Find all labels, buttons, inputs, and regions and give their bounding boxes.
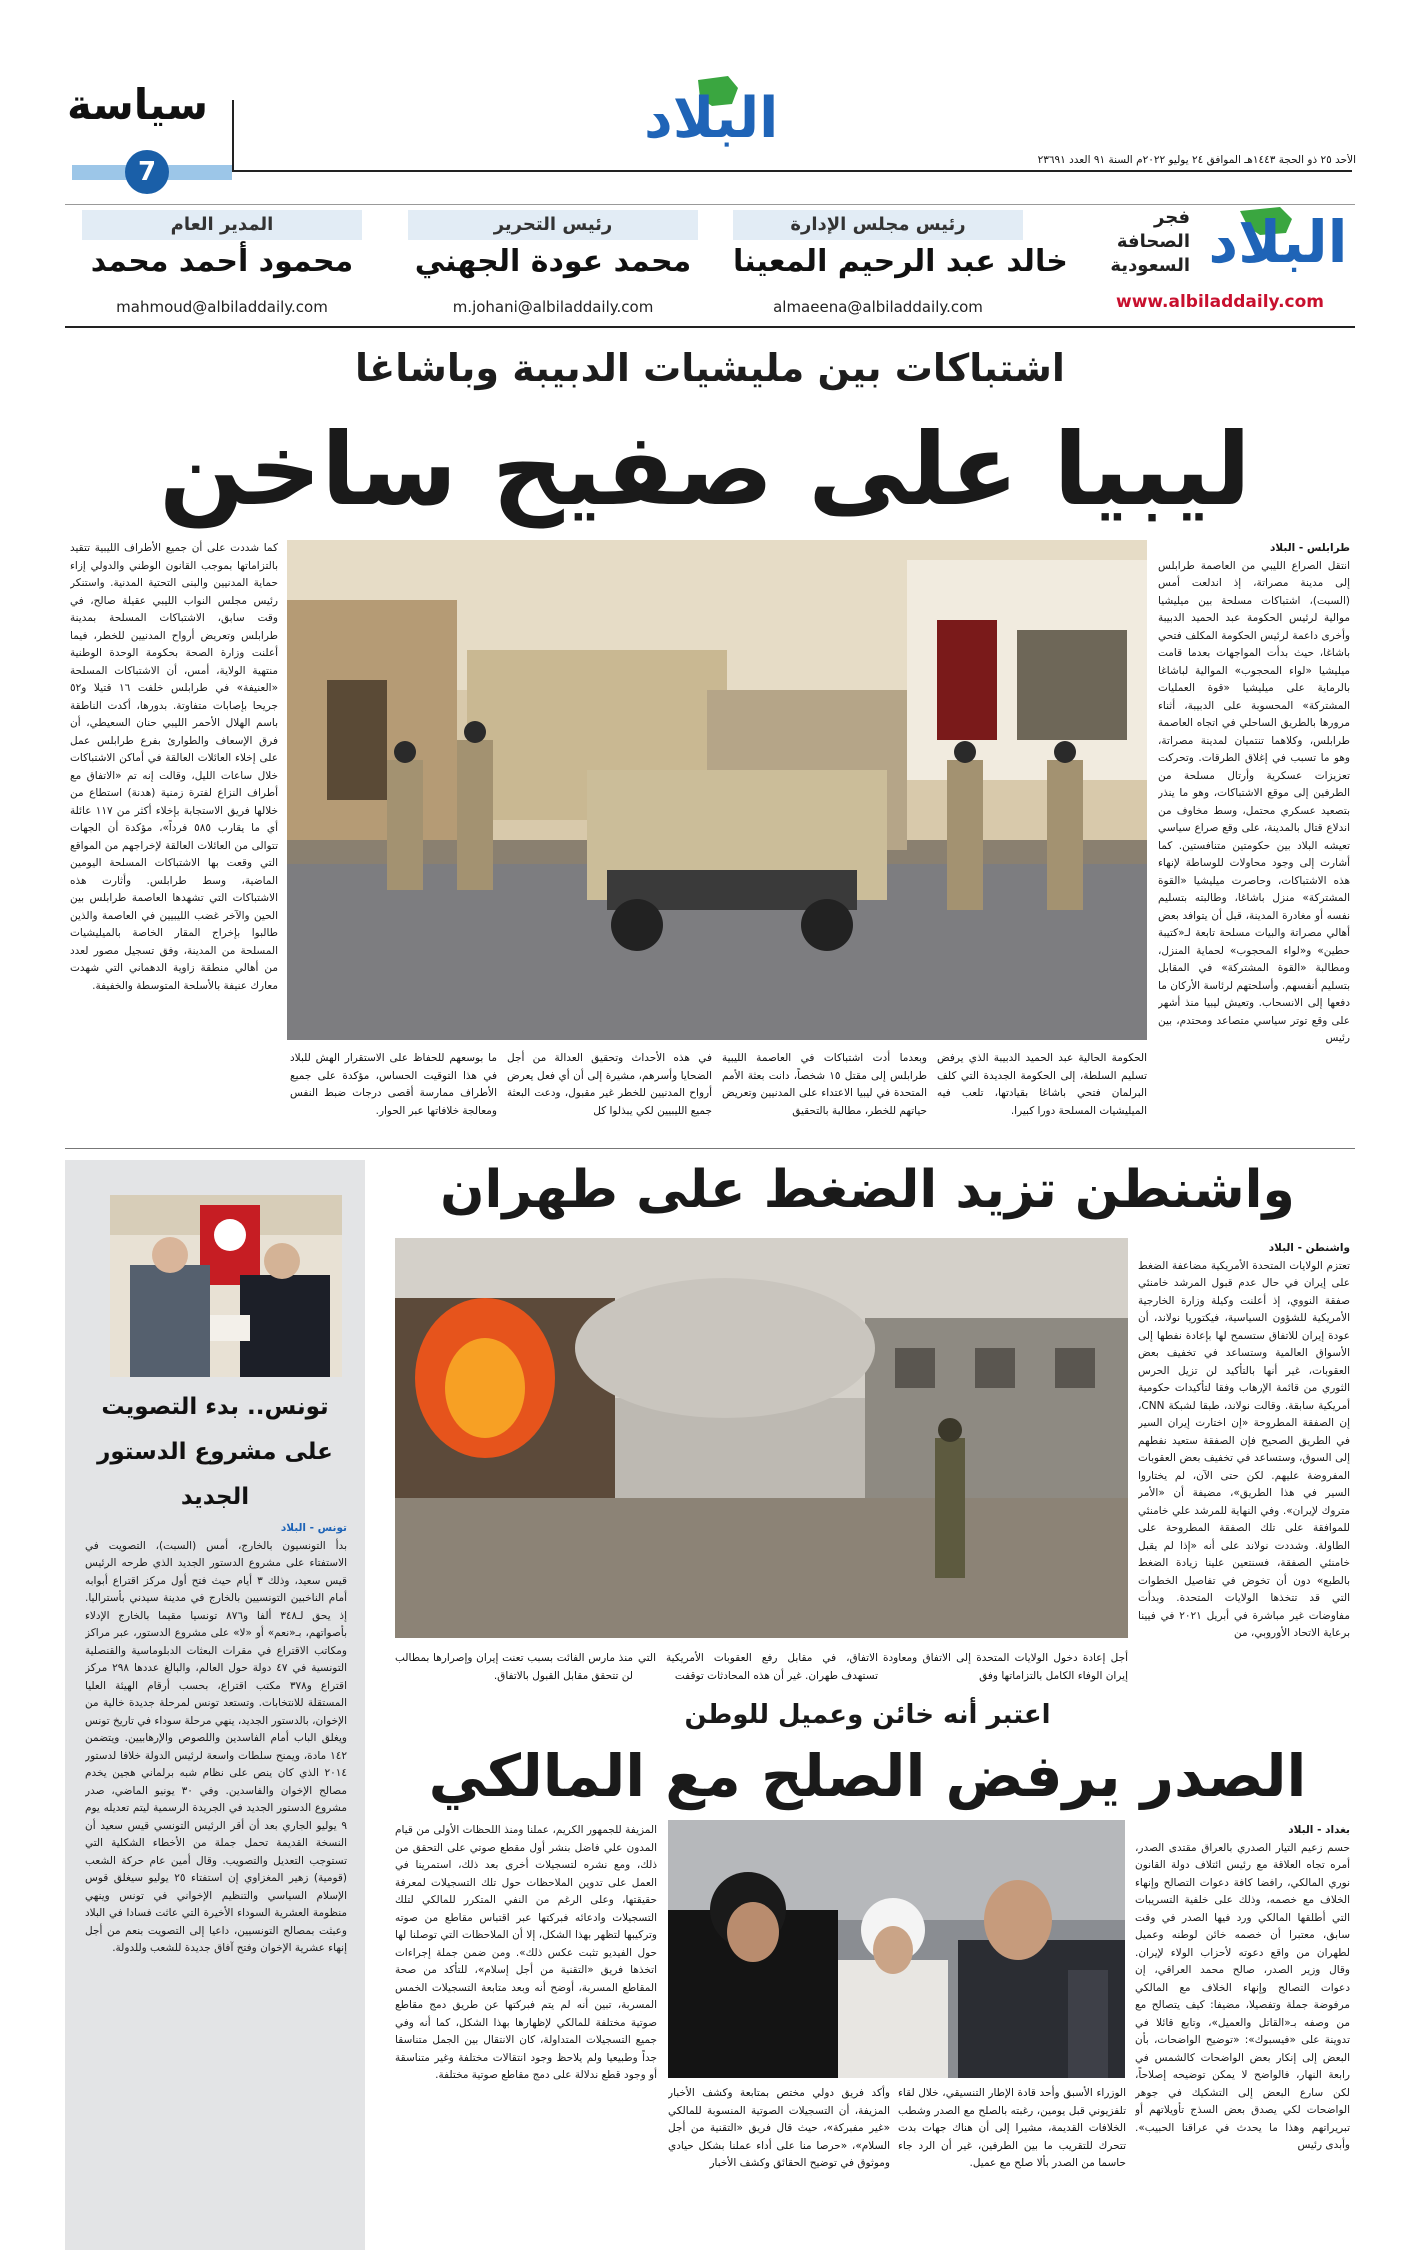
iraq-col-left-text: المزيفة للجمهور الكريم، عملنا ومنذ اللحظات الأولى من قيام المدون علي فاضل بنشر أول مقطع صوتي على التحقق من ذلك، ومع نشره لتسجيلات أخرى بعد ذلك، استمرينا في العمل على تدوين الملاحظات حول تلك التسجيلات لمعرفة حقيقتها، وعلى الرغم من النفي المتكرر للمالكي لتلك التسجيلات وادعائه فبركتها عبر اقتباس مقاطع من صوته وتركيبها لتظهر بهذا الشكل، إلا أن الملاحظات التي توصلنا لها حول الفيديو تثبت عكس ذلك». ومن ضمن جملة إجراءات اتخذها فريق «التقنية من أجل إسلام»، للتأكد من صحة المقاطع المسربة، أوضح أنه وبعد متابعة التسجيلات الخمس المسربة، تبين أنه لم يتم فبركتها عن طريق دمج مقاطع صوتية مختلفة للمالكي لإظهارها بهذا الشكل، كما أنه وفي جميع التسجيلات المتداولة، كان الانتقال بين الجمل متناسقا جداً وطبيعيا ولم يلاحظ وجود انتقالات مختلفة وغير متناسقة أو وجود قطع ندلالة على دمج مقاطع صوتية مختلفة. bbox=[395, 1824, 657, 2081]
exec-role-manager: المدير العام bbox=[82, 210, 362, 240]
exec-email-manager[interactable]: mahmoud@albiladdaily.com bbox=[116, 298, 328, 316]
date-line: الأحد ٢٥ ذو الحجة ١٤٤٣هـ الموافق ٢٤ يوليو ٢٠٢٢م السنة ٩١ العدد ٢٣٦٩١ bbox=[1037, 154, 1356, 166]
iraq-col-left bbox=[395, 1822, 657, 2242]
tunisia-headline: تونس.. بدء التصويت على مشروع الدستور الجديد bbox=[97, 1394, 333, 1510]
page-number: 7 bbox=[137, 157, 157, 187]
washington-photo-image bbox=[395, 1238, 1128, 1638]
iraq-kicker: اعتبر أنه خائن وعميل للوطن bbox=[684, 1700, 1051, 1730]
washington-under-2: الاتفاق، في مقابل رفع العقوبات الأمريكية التي تستهدف طهران. غير أن هذه المحادثات توقفت bbox=[638, 1652, 878, 1682]
lead-col-right-text: انتقل الصراع الليبي من العاصمة طرابلس إلى مدينة مصراتة، إذ اندلعت أمس (السبت)، اشتباكات مسلحة بين ميليشيا موالية لرئيس الحكومة عبد الحميد الدبيبة وأخرى داعمة لرئيس الحكومة المكلف فتحي باشاغا، حيث بدأت المواجهات بعدما قامت ميليشيا «لواء المحجوب» الموالية لباشاغا بالرماية على ميليشيا «قوة العمليات المشتركة» المحسوبة على الدبيبة، أثناء مرورها بالطريق الساحلي في اتجاه العاصمة طرابلس، وكلاهما تنتميان لمدينة مصراتة، وهو ما تسبب في إغلاق الطرقات. وتحركت تعزيزات عسكرية وأرتال مسلحة من الطرفين إلى موقع الاشتباكات، وهو ما ينذر بتصعيد عسكري محتمل، وسط مخاوف من اندلاع قتال بالمدينة، على وقع صراع سياسي تعيشه البلاد بين حكومتين متنافستين. كما أشارت إلى وجود محاولات للوساطة لإنهاء هذه الاشتباكات، وحاصرت ميليشيا «القوة المشتركة» منزل باشاغا، وطالبته بتسليم نفسه أو مغادرة المدينة، قبل أن يتوافد بعض أهالي مصراتة والبيات مسلحة تابعة لـ«كتيبة حطين» و«لواء المحجوب» لحماية المنزل، ومطالبة «القوة المشتركة» في المقابل بتسليم أنفسهم. وأسلحتهم لرئاسة الأركان ما دفعها إلى الانسحاب. وتعيش ليبيا منذ أشهر على وقع توتر سياسي متصاعد ومحتدم، بين رئيس bbox=[1158, 559, 1350, 1044]
iraq-col-mid: الوزراء الأسبق وأحد قادة الإطار التنسيقي، خلال لقاء تلفزيوني قبل يومين، رغبته بالصلح مع الصدر وشطب الخلافات القديمة، مشيرا إلى أن هناك جهات بدت تتحرك للتقريب ما بين الطرفين، غير أن الرد جاء حاسما من الصدر بألا صلح مع عميل. bbox=[898, 2087, 1126, 2169]
exec-role-chairman: رئيس مجلس الإدارة bbox=[733, 210, 1023, 240]
exec-role-editor: رئيس التحرير bbox=[408, 210, 698, 240]
lead-under-2: وبعدما أدت اشتباكات في العاصمة الليبية طرابلس إلى مقتل ١٥ شخصاً، دانت بعثة الأمم المتحدة في ليبيا الاعتداء على المدنيين وتعريض حياتهم للخطر، مطالبة بالتحقيق bbox=[722, 1052, 927, 1117]
brand-logo bbox=[1200, 205, 1356, 285]
iraq-photo bbox=[668, 1820, 1125, 2078]
lead-kicker: اشتباكات بين مليشيات الدبيبة وباشاغا bbox=[355, 346, 1065, 390]
tunisia-body-text: بدأ التونسيون بالخارج، أمس (السبت)، التصويت في الاستفتاء على مشروع الدستور الجديد الذي طرحه الرئيس قيس سعيد، وذلك ٣ أيام حيث فتح أول مركز اقتراع أبوابه أمام الناخبين التونسيين بالخارج في مدينة سيدني بأستراليا. إذ يحق لـ٣٤٨ ألفا و٨٧٦ تونسيا مقيما بالخارج الإدلاء بأصواتهم، بـ«نعم» أو «لا» على مشروع الدستور، عبر مراكز ومكاتب الاقتراع في مقرات البعثات الدبلوماسية والقنصلية التونسية في ٤٧ دولة حول العالم، والبالغ عددها ٢٩٨ مركز اقتراع و٣٧٨ مكتب اقتراع، بحسب أرقام الهيئة العليا المستقلة للانتخابات. وتستعد تونس لمرحلة جديدة خالية من الإخوان، بالدستور الجديد، ينهي مرحلة سوداء في تاريخ تونس ويغلق الباب أمام الفاسدين واللصوص والإرهابيين. ويتضمن ١٤٢ مادة، ويمنح سلطات واسعة لرئيس الدولة خلافا لدستور ٢٠١٤ الذي كان ينص على نظام شبه برلماني هجين يخدم مصالح الإخوان والفاسدين. وفي ٣٠ يونيو الماضي، صدر مشروع الدستور الجديد في الجريدة الرسمية ليتم تعديله يوم ٩ يوليو الجاري بعد أن أقر الرئيس التونسي قيس سعيد أن النسخة القديمة تحمل جملة من الأخطاء الشكلية التي تستوجب التعديل والتصويب. وقال أمين عام حركة الشعب (قومية) زهير المغزاوي إن استفتاء ٢٥ يوليو سيغلق قوس الإسلام السياسي والتنظيم الإخواني في تونس وينهي منظومة العشرية السوداء الأخيرة التي عاثت فسادا في البلاد وعبثت بمصالح التونسيين، داعيا إلى التصويت بنعم من أجل إنهاء عشرية الإخوان وفتح آفاق جديدة للشعب وللدولة. bbox=[85, 1539, 347, 1954]
tunisia-photo bbox=[110, 1195, 342, 1377]
website[interactable]: www.albiladdaily.com bbox=[1116, 292, 1324, 312]
washington-photo bbox=[395, 1238, 1128, 1638]
tunisia-dateline: تونس - البلاد bbox=[280, 1522, 347, 1534]
iraq-photo-image bbox=[668, 1820, 1125, 2078]
washington-headline: واشنطن تزيد الضغط على طهران bbox=[440, 1160, 1295, 1220]
exec-name-manager: محمود أحمد محمد bbox=[90, 244, 354, 279]
masthead-rule bbox=[232, 170, 1352, 172]
lead-photo-image bbox=[287, 540, 1147, 1040]
tunisia-photo-image bbox=[110, 1195, 342, 1377]
exec-email-chairman[interactable]: almaeena@albiladdaily.com bbox=[773, 298, 983, 316]
washington-dateline: واشنطن - البلاد bbox=[1268, 1242, 1350, 1254]
washington-col-right bbox=[1138, 1240, 1350, 1710]
washington-col-right-text: تعتزم الولايات المتحدة الأمريكية مضاعفة الضغط على إيران في حال عدم قبول المرشد خامنئي صفقة النووي، إذ أعلنت وكيلة وزارة الخارجية الأمريكية للشؤون السياسية، فيكتوريا نولاند، أن عودة إيران للاتفاق ستسمح لها بإعادة نفطها إلى الأسواق العالمية وستساعد في تخفيف بعض العقوبات، غير أنها بالتأكيد لن تزيل الحرس الثوري من قائمة الإرهاب وفقا لتأكيدات حكومية أمريكية سابقة. وقالت نولاند، طبقا لشبكة CNN، إن الصفقة المطروحة «إن اختارت إيران السير في الطريق الصحيح فإن الصفقة ستعيد نفطهم إلى السوق، وستساعد في تخفيف بعض العقوبات المفروضة عليهم. لكن حتى الآن، لم يختاروا السير في هذا الطريق»، مضيفة أن «الأمر متروك لإيران». وفي النهاية للمرشد علي خامنئي للموافقة على تلك الصفقة المطروحة على الطاولة. وشددت نولاند على أنه «إذا لم يقبل خامنئي الصفقة، فسنتعين علينا زيادة الضغط بالطبع» دون أن تخوض في تفاصيل الخطوات التي قد تتخذها الولايات المتحدة. وبدأت مفاوضات غير مباشرة في أبريل ٢٠٢١ في فيينا برعاية الاتحاد الأوروبي، من bbox=[1138, 1259, 1350, 1639]
lead-under-4: ما بوسعهم للحفاظ على الاستقرار الهش للبلاد في هذا التوقيت الحساس، مؤكدة على جميع الأطراف ممارسة أقصى درجات ضبط النفس ومعالجة خلافاتها عبر الحوار. bbox=[290, 1052, 497, 1117]
page-number-badge bbox=[125, 150, 169, 194]
iraq-dateline: بغداد - البلاد bbox=[1288, 1824, 1350, 1836]
washington-under-1: أجل إعادة دخول الولايات المتحدة إلى الاتفاق ومعاودة إيران الوفاء الكامل بالتزاماتها وفق bbox=[883, 1652, 1128, 1682]
top-logo bbox=[640, 70, 780, 158]
brand-logo-text: البلاد bbox=[1208, 208, 1348, 276]
lead-col-left-text: كما شددت على أن جميع الأطراف الليبية تتقيد بالتزاماتها بموجب القانون الوطني والدولي إزاء حماية المدنيين والبنى التحتية المدنية. واستنكر رئيس مجلس النواب الليبي عقيلة صالح، في وقت سابق، الاشتباكات المسلحة بمدينة طرابلس وتعريض أرواح المدنيين للخطر، فيما أعلنت وزارة الصحة بحكومة الوحدة الوطنية منتهية الولاية، أمس، أن الاشتباكات المسلحة «العنيفة» في طرابلس خلفت ١٦ قتيلا و٥٢ جريحا بإصابات متفاوتة. بدورها، أكدت الناطقة باسم الهلال الأحمر الليبي حنان السعيطي، أن فرق الإسعاف والطوارئ بفرع طرابلس عمل على إخلاء العائلات العالقة في أماكن الاشتباكات خلال ساعات الليل، وقالت إنه تم «الاتفاق مع أطراف النزاع لفترة زمنية (هدنة) استطاع من خلالها فريق الاستجابة بإخلاء أكثر من ١١٧ عائلة أي ما يقارب ٥٨٥ فرداً»، مؤكدة أن الجهات تتوالى من العائلات العالقة لإخراجهم من المواقع التي وقعت بها الاشتباكات المسلحة اليومين الماضية، وسط طرابلس. وأثارت هذه الاشتباكات التي تشهدها العاصمة طرابلس بين الحين والآخر غضب الليبيين في العاصمة والذين طالبوا بإخراج المقار الخاصة بالميليشيات المسلحة من المدينة، وفق تسجيل مصور لعدد من أهالي منطقة زاوية الدهماني التي شهدت معارك عنيفة بالأسلحة المتوسطة والخفيفة. bbox=[70, 542, 278, 992]
lead-headline: ليبيا على صفيح ساخن bbox=[159, 411, 1251, 528]
top-logo-text: البلاد bbox=[644, 86, 779, 151]
iraq-col-mid2: وأكد فريق دولي مختص بمتابعة وكشف الأخبار المزيفة، أن التسجيلات الصوتية المنسوبة للمالكي «غير مفبركة»، حيث قال فريق «التقنية من أجل السلام»، «حرصا منا على أداء عملنا بشكل حيادي وموثوق في توضيح الحقائق وكشف الأخبار bbox=[668, 2087, 890, 2169]
slogan: فجر الصحافة السعودية bbox=[1110, 207, 1190, 276]
masthead-vrule bbox=[232, 100, 234, 172]
lead-under-1: الحكومة الحالية عبد الحميد الدبيبة الذي يرفض تسليم السلطة، إلى الحكومة الجديدة التي كلف البرلمان فتحي باشاغا بقيادتها، تلعب فيه الميليشيات المسلحة دورا كبيرا. bbox=[937, 1052, 1147, 1117]
exec-name-chairman: خالد عبد الرحيم المعينا bbox=[733, 244, 1068, 279]
iraq-col-right bbox=[1135, 1822, 1350, 2242]
exec-box-top-rule bbox=[65, 204, 1355, 205]
lead-col-left bbox=[70, 540, 278, 1180]
washington-under-3: منذ مارس الفائت بسبب تعنت إيران وإصرارها بمطالب لن تتحقق مقابل القبول بالاتفاق. bbox=[395, 1652, 633, 1682]
lead-under-3: في هذه الأحداث وتحقيق العدالة من أجل الضحايا وأسرهم، مشيرة إلى أن أي فعل يعرض أرواح المدنيين للخطر غير مقبول، ودعت البعثة جميع الليبيين لكي يبذلوا كل bbox=[507, 1052, 712, 1117]
exec-box-bottom-rule bbox=[65, 326, 1355, 328]
lead-photo bbox=[287, 540, 1147, 1040]
exec-email-editor[interactable]: m.johani@albiladdaily.com bbox=[452, 298, 654, 316]
iraq-col-right-text: حسم زعيم التيار الصدري بالعراق مقتدى الصدر، أمره تجاه العلاقة مع رئيس ائتلاف دولة القانون نوري المالكي، رافضا كافة دعوات التصالح وإنهاء الخلاف مع خصمه، وذلك على خلفية التسريبات التي أطلقها المالكي ورد فيها الصدر في وقت سابق، معتبرا أن خصمه خائن لوطنه وعميل لطهران من واقع دعوته لأحزاب الولاء لإيران. وقال وزير الصدر، صالح محمد العراقي، إن دعوات التصالح وإنهاء الخلاف مع المالكي مرفوضة جملة وتفصيلا، مضيفا: كيف يتصالح مع من وصفه بـ«القاتل والعميل»، وتابع قائلا في تدوينة على «فيسبوك»: «توضيح الواضحات، بأن البعض إلى إنكار بعض الواضحات كالشمس في رابعة النهار، فالواضح لا يمكن توضيحه إصلاحاً، لكن سارع البعض إلى التشكيك في جوهر الواضحات لكي يصدق بعض السذج تأويلاتهم أو تبريراتهم وهذا ما يحدث في عراقنا الحبيب». وأبدى رئيس bbox=[1135, 1841, 1350, 2151]
tunisia-body bbox=[85, 1520, 347, 2240]
lead-col-right bbox=[1158, 540, 1350, 1100]
exec-name-editor: محمد عودة الجهني bbox=[414, 244, 692, 279]
lead-dateline: طرابلس - البلاد bbox=[1270, 542, 1350, 554]
iraq-headline: الصدر يرفض الصلح مع المالكي bbox=[428, 1742, 1307, 1810]
lead-bottom-rule bbox=[65, 1148, 1355, 1149]
section-title: سياسة bbox=[67, 80, 208, 129]
